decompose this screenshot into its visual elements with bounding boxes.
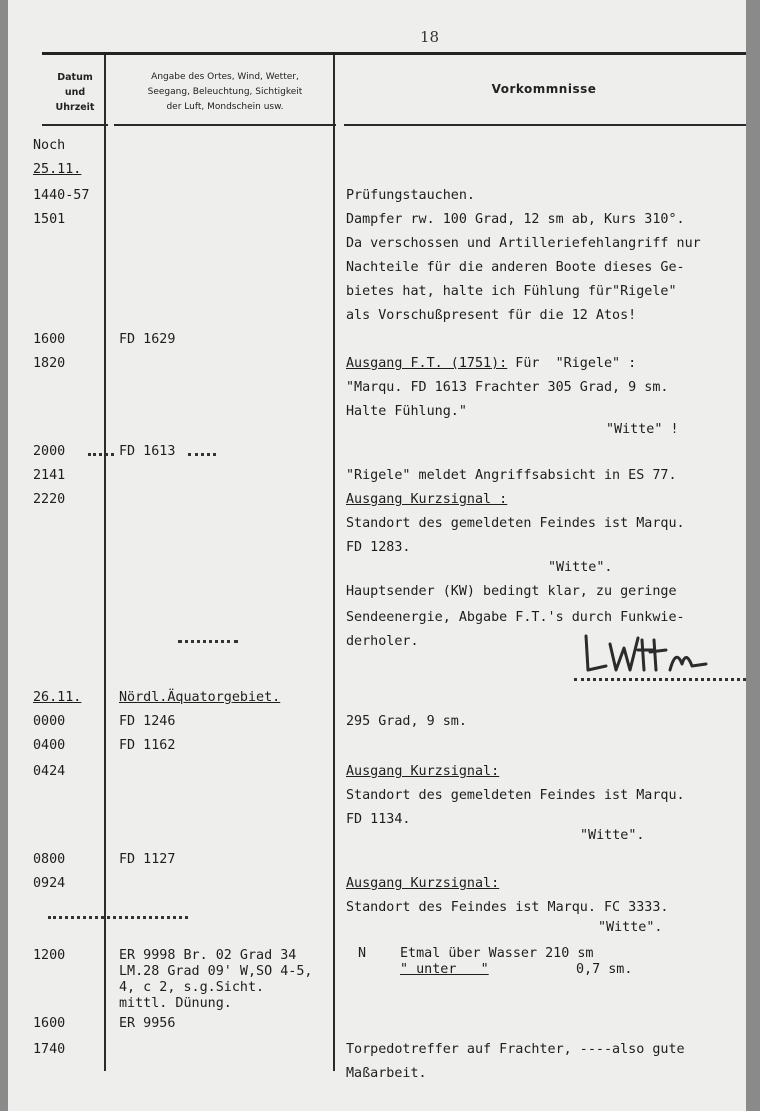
dotted-separator xyxy=(188,453,216,456)
column-divider-2 xyxy=(333,55,335,1071)
position-label: FD 1629 xyxy=(119,332,176,347)
event-line: Sendeenergie, Abgabe F.T.'s durch Funkwie- xyxy=(346,610,685,625)
time-label: 1200 xyxy=(33,948,66,963)
date-label: 25.11. xyxy=(33,162,82,177)
event-line: Hauptsender (KW) bedingt klar, zu geringe xyxy=(346,584,677,599)
log-page xyxy=(8,0,746,1111)
event-line: 295 Grad, 9 sm. xyxy=(346,714,467,729)
event-line: Ausgang Kurzsignal : xyxy=(346,492,508,507)
time-label: 1600 xyxy=(33,332,66,347)
weather-line: mittl. Dünung. xyxy=(119,996,232,1011)
date-label: Noch xyxy=(33,138,66,153)
time-label: 2220 xyxy=(33,492,66,507)
time-label: 1440-57 xyxy=(33,188,90,203)
event-line: "Marqu. FD 1613 Frachter 305 Grad, 9 sm. xyxy=(346,380,669,395)
time-label: 1820 xyxy=(33,356,66,371)
event-line: Torpedotreffer auf Frachter, ----also gute xyxy=(346,1042,685,1057)
event-line: als Vorschußpresent für die 12 Atos! xyxy=(346,308,637,323)
event-line: FD 1134. xyxy=(346,812,411,827)
event-line: Standort des gemeldeten Feindes ist Marqu. xyxy=(346,788,685,803)
event-line: "Rigele" meldet Angriffsabsicht in ES 77. xyxy=(346,468,677,483)
header-rule-3 xyxy=(344,124,746,126)
sender-name: "Witte". xyxy=(580,828,645,843)
position-label: ER 9956 xyxy=(119,1016,176,1031)
area-label: Nördl.Äquatorgebiet. xyxy=(119,690,281,705)
time-label: 0800 xyxy=(33,852,66,867)
time-label: 0424 xyxy=(33,764,66,779)
header-rule-1 xyxy=(42,124,108,126)
header-rule-2 xyxy=(114,124,336,126)
sender-name: "Witte" ! xyxy=(606,422,679,437)
weather-line: ER 9998 Br. 02 Grad 34 xyxy=(119,948,297,963)
time-label: 0924 xyxy=(33,876,66,891)
event-line: Maßarbeit. xyxy=(346,1066,427,1081)
time-label: 2141 xyxy=(33,468,66,483)
dotted-separator xyxy=(88,453,114,456)
event-line: Nachteile für die anderen Boote dieses Ge- xyxy=(346,260,685,275)
time-label: 1740 xyxy=(33,1042,66,1057)
event-line: Halte Fühlung." xyxy=(346,404,467,419)
sender-name: "Witte". xyxy=(598,920,663,935)
time-label: 1600 xyxy=(33,1016,66,1031)
event-line: 0,7 sm. xyxy=(576,962,633,977)
event-line: Standort des gemeldeten Feindes ist Marqu. xyxy=(346,516,685,531)
dotted-separator xyxy=(48,916,188,919)
event-line: Ausgang Kurzsignal: xyxy=(346,876,500,891)
sender-name: "Witte". xyxy=(548,560,613,575)
position-label: FD 1162 xyxy=(119,738,176,753)
event-line: Dampfer rw. 100 Grad, 12 sm ab, Kurs 310°. xyxy=(346,212,685,227)
date-label: 26.11. xyxy=(33,690,82,705)
position-label: FD 1127 xyxy=(119,852,176,867)
event-line: Da verschossen und Artilleriefehlangriff nur xyxy=(346,236,701,251)
event-line: derholer. xyxy=(346,634,419,649)
event-line: bietes hat, halte ich Fühlung für"Rigele" xyxy=(346,284,677,299)
position-label: FD 1613 xyxy=(119,444,176,459)
event-line: Ausgang Kurzsignal: xyxy=(346,764,500,779)
time-label: 0400 xyxy=(33,738,66,753)
time-label: 2000 xyxy=(33,444,66,459)
header-location-weather: Angabe des Ortes, Wind, Wetter, Seegang, Beleuchtung, Sichtigkeit der Luft, Mondschein usw. xyxy=(147,72,303,112)
event-line: Prüfungstauchen. xyxy=(346,188,475,203)
position-label: FD 1246 xyxy=(119,714,176,729)
header-events: Vorkommnisse xyxy=(491,82,597,96)
weather-line: 4, c 2, s.g.Sicht. xyxy=(119,980,265,995)
weather-line: LM.28 Grad 09' W,SO 4-5, xyxy=(119,964,313,979)
event-line: " unter " xyxy=(400,962,489,977)
time-label: 1501 xyxy=(33,212,66,227)
event-line: N xyxy=(358,946,367,961)
event-line: Etmal über Wasser 210 sm xyxy=(400,946,594,961)
top-rule xyxy=(42,52,746,55)
event-line: Ausgang F.T. (1751): Für "Rigele" : xyxy=(346,356,637,371)
page-number: 18 xyxy=(420,28,440,46)
handwritten-signature xyxy=(580,630,710,682)
header-date-time: Datum und Uhrzeit xyxy=(55,72,95,113)
dotted-separator xyxy=(178,640,238,643)
time-label: 0000 xyxy=(33,714,66,729)
event-line: FD 1283. xyxy=(346,540,411,555)
event-line: Standort des Feindes ist Marqu. FC 3333. xyxy=(346,900,669,915)
